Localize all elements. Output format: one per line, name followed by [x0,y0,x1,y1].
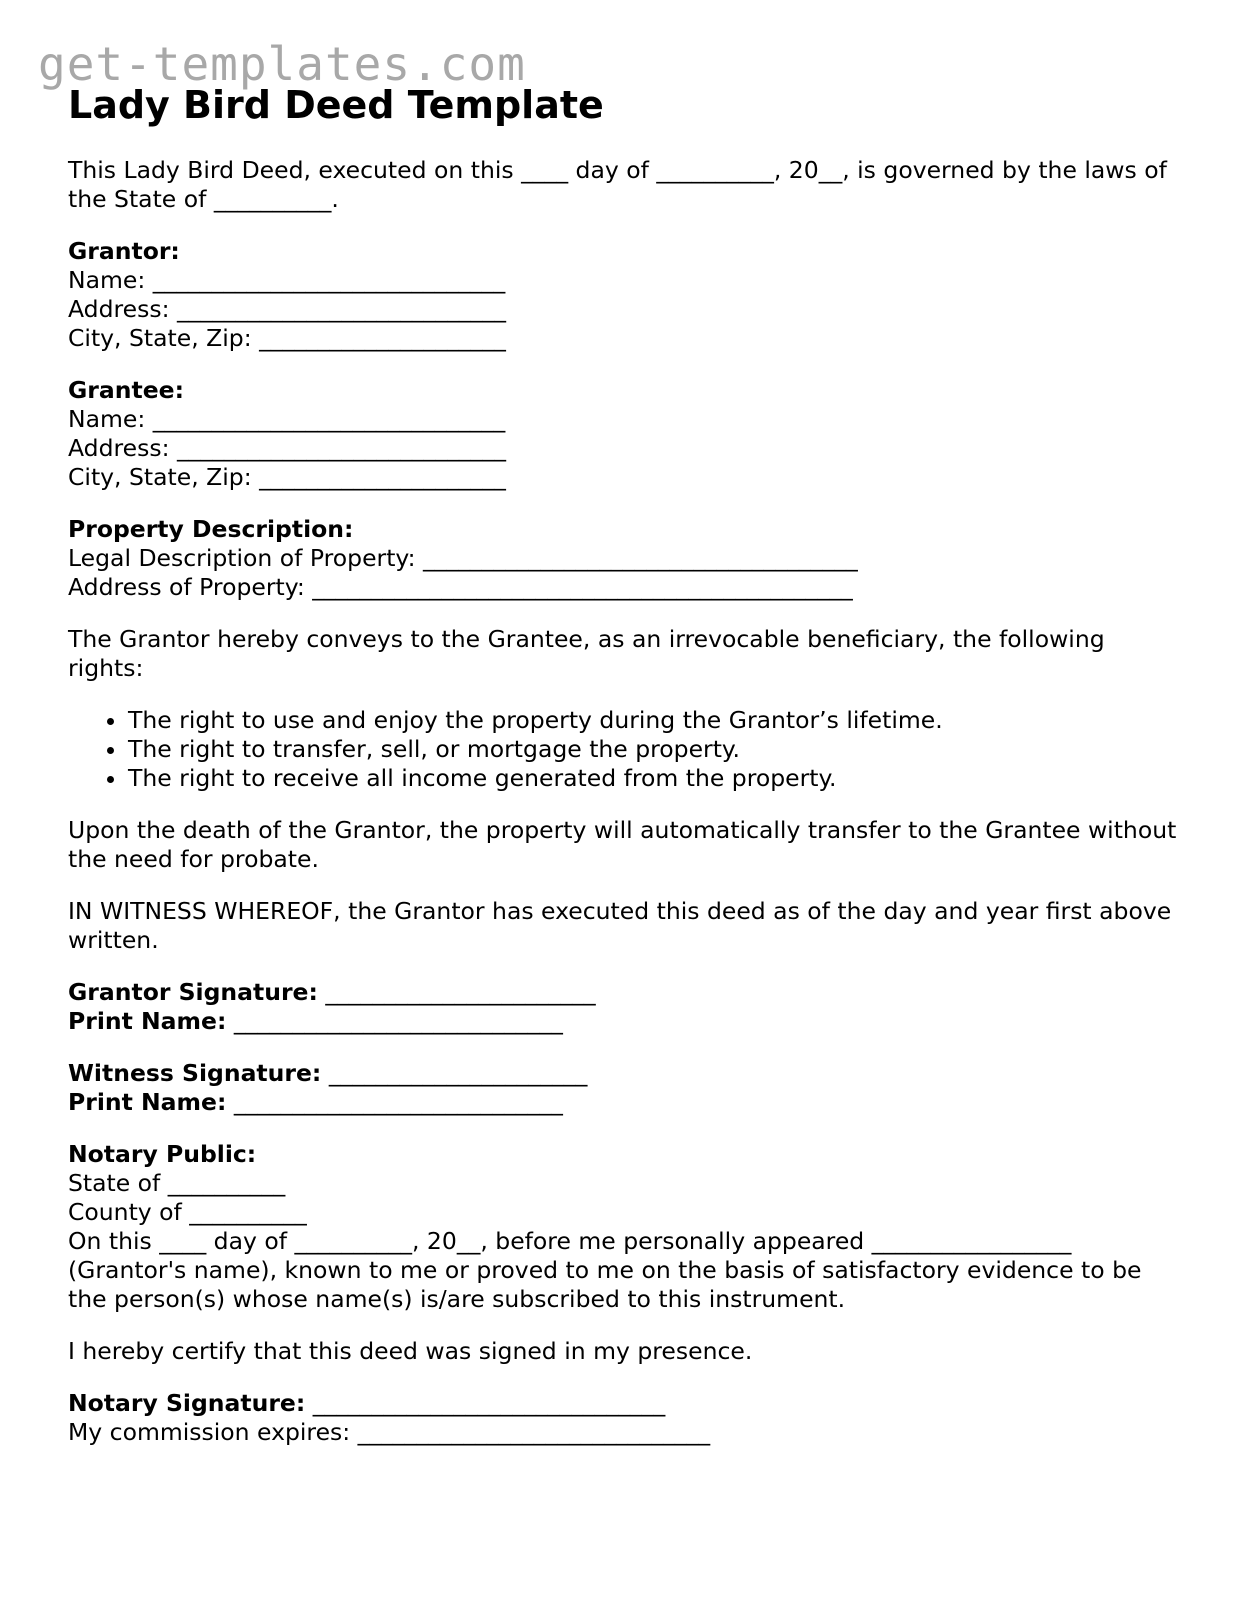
watermark: get-templates.com [38,37,526,91]
list-item: • The right to transfer, sell, or mortgage the property. [128,735,1178,764]
grantee-name-field: Name: ______________________________ [68,405,506,433]
notary-heading: Notary Public: [68,1140,257,1168]
grantee-section [68,376,1178,492]
grantee-address-field: Address: ____________________________ [68,434,506,462]
grantee-city-field: City, State, Zip: _____________________ [68,463,506,491]
witness-print-name-label: Print Name: [68,1088,227,1116]
list-item: • The right to use and enjoy the property during the Grantor’s lifetime. [128,706,1178,735]
witness-signature-line: ______________________ [328,1059,588,1087]
conveys-paragraph: The Grantor hereby conveys to the Grantee, as an irrevocable beneficiary, the following rights: [68,625,1105,682]
grantor-signature-block [68,978,1178,1036]
notary-text: On this ____ day of __________, 20__, before me personally appeared _________________ (Grantor's name), known to me or proved to me on the basis of satisfactory evidence to be the person(s) whose name(s) is/are subscribed to this instrument. [68,1227,1142,1313]
property-legal-field: Legal Description of Property: _____________________________________ [68,544,858,572]
property-heading: Property Description: [68,515,354,543]
page-title: Lady Bird Deed Template [68,83,604,127]
death-paragraph: Upon the death of the Grantor, the property will automatically transfer to the Grantee without the need for probate. [68,816,1177,873]
list-item: • The right to receive all income generated from the property. [128,764,1178,793]
notary-state-field: State of __________ [68,1169,286,1197]
grantee-heading: Grantee: [68,376,184,404]
grantor-city-field: City, State, Zip: _____________________ [68,324,506,352]
grantor-section [68,237,1178,353]
notary-signature-block [68,1389,1178,1447]
grantor-name-field: Name: ______________________________ [68,266,506,294]
grantor-print-name-label: Print Name: [68,1007,227,1035]
grantor-address-field: Address: ____________________________ [68,295,506,323]
grantor-print-name-line: ____________________________ [233,1007,563,1035]
notary-section [68,1140,1178,1314]
grantor-heading: Grantor: [68,237,180,265]
witness-signature-block [68,1059,1178,1117]
witness-print-name-line: ____________________________ [233,1088,563,1116]
document-page [68,82,1178,1470]
certify-paragraph: I hereby certify that this deed was signed in my presence. [68,1337,753,1365]
grantor-signature-label: Grantor Signature: [68,978,318,1006]
notary-signature-line: ______________________________ [312,1389,666,1417]
notary-signature-label: Notary Signature: [68,1389,306,1417]
intro-paragraph: This Lady Bird Deed, executed on this ____ day of __________, 20__, is governed by the laws of the State of __________. [68,156,1167,213]
witness-signature-label: Witness Signature: [68,1059,322,1087]
witness-whereof-paragraph: IN WITNESS WHEREOF, the Grantor has executed this deed as of the day and year first above written. [68,897,1172,954]
commission-expires-field: My commission expires: ______________________________ [68,1418,711,1446]
property-address-field: Address of Property: ______________________________________________ [68,573,853,601]
rights-list [68,706,1178,793]
property-section [68,515,1178,602]
notary-county-field: County of __________ [68,1198,307,1226]
grantor-signature-line: _______________________ [325,978,596,1006]
